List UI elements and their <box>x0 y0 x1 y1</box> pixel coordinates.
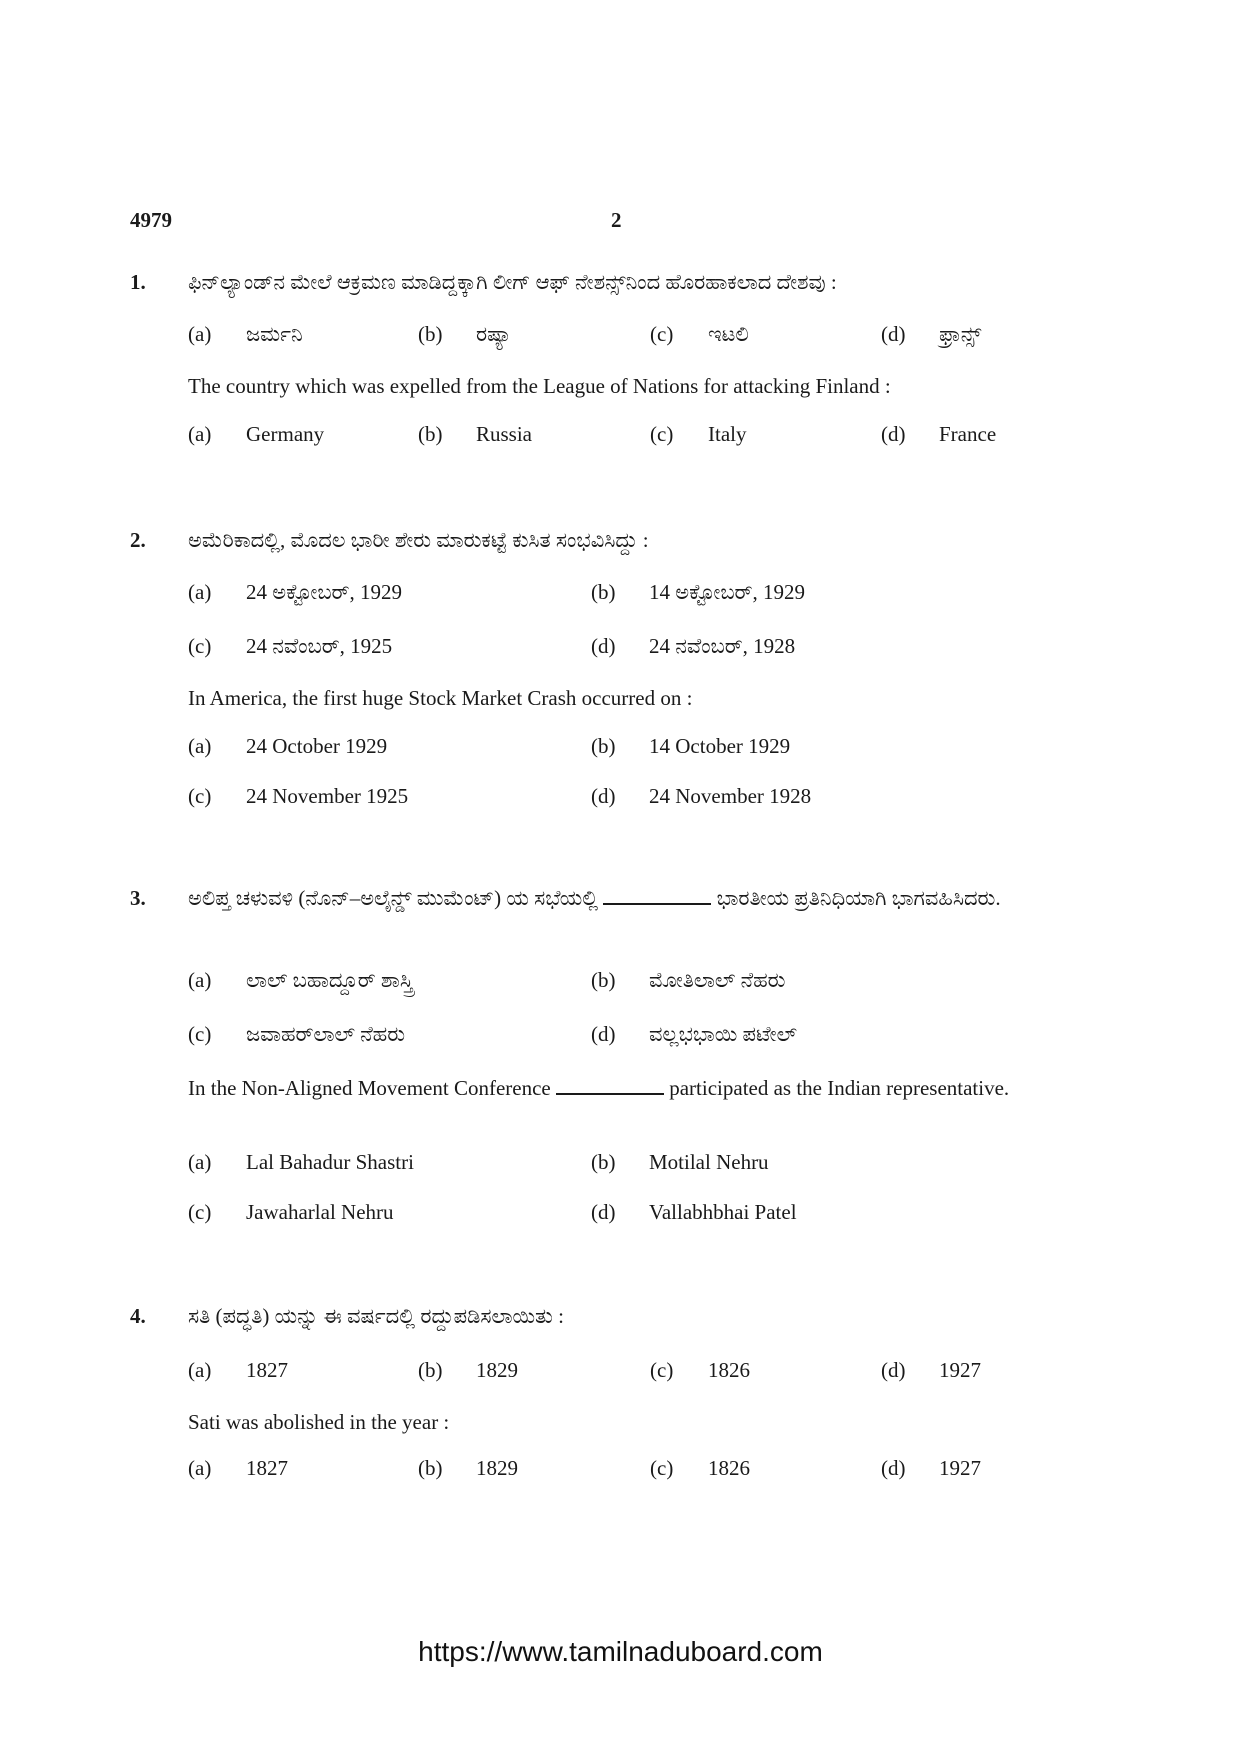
option <box>188 1358 288 1383</box>
option-label: (c) <box>650 422 674 446</box>
option <box>650 1358 750 1383</box>
option-label: (d) <box>591 1200 616 1224</box>
option-text: ವಲ್ಲಭಭಾಯಿ ಪಟೇಲ್ <box>649 1022 798 1046</box>
option <box>188 1150 414 1175</box>
option-text: ಲಾಲ್ ಬಹಾದ್ದೂರ್ ಶಾಸ್ತ್ರಿ <box>246 968 414 992</box>
option-label: (b) <box>591 734 616 758</box>
question-english: Sati was abolished in the year : <box>188 1410 450 1434</box>
page-number: 2 <box>611 208 622 232</box>
option <box>881 422 996 447</box>
option <box>188 1456 288 1481</box>
option-label: (b) <box>418 1358 443 1382</box>
option-text: 1829 <box>476 1456 518 1480</box>
option-label: (d) <box>591 634 616 658</box>
option-label: (a) <box>188 1456 212 1480</box>
option <box>188 634 392 659</box>
option-text: 1826 <box>708 1358 750 1382</box>
option <box>188 1200 394 1225</box>
option-text: Jawaharlal Nehru <box>246 1200 394 1224</box>
option-label: (c) <box>650 1456 674 1480</box>
question-kannada <box>188 884 1055 912</box>
option <box>591 784 811 809</box>
option-text: 1827 <box>246 1358 288 1382</box>
option-label: (d) <box>881 322 906 346</box>
option-text: 24 ನವೆಂಬರ್, 1925 <box>246 634 393 658</box>
option-label: (c) <box>188 784 212 808</box>
option <box>881 1456 981 1481</box>
question-text-before-blank: ಅಲಿಪ್ತ ಚಳುವಳಿ (ನೊನ್–ಅಲೈನ್ಡ್ ಮುಮೆಂಟ್) ಯ ಸಭೆಯಲ್ಲಿ <box>188 886 599 910</box>
option-label: (b) <box>591 580 616 604</box>
question-text-after-blank: ಭಾರತೀಯ ಪ್ರತಿನಿಧಿಯಾಗಿ ಭಾಗವಹಿಸಿದರು. <box>716 886 1001 910</box>
option-label: (d) <box>591 784 616 808</box>
option-text: 1829 <box>476 1358 518 1382</box>
option-text: 24 November 1928 <box>649 784 812 808</box>
paper-code: 4979 <box>130 208 172 232</box>
option-label: (b) <box>418 322 443 346</box>
option-text: ಜರ್ಮನಿ <box>246 322 303 346</box>
option <box>591 634 795 659</box>
option-text: 1927 <box>939 1358 981 1382</box>
option-label: (c) <box>650 322 674 346</box>
option-text: ಫ್ರಾನ್ಸ್ <box>939 322 982 346</box>
option <box>188 422 324 447</box>
footer-url: https://www.tamilnaduboard.com <box>418 1636 823 1667</box>
option <box>188 322 303 347</box>
option <box>591 1022 797 1047</box>
option <box>418 1358 518 1383</box>
option-text: Vallabhbhai Patel <box>649 1200 797 1224</box>
option-text: ಜವಾಹರ್‌ಲಾಲ್ ನೆಹರು <box>246 1022 406 1046</box>
option-text: ಇಟಲಿ <box>708 322 749 346</box>
option <box>418 422 532 447</box>
option-text: Russia <box>476 422 533 446</box>
option-label: (d) <box>881 422 906 446</box>
option-label: (a) <box>188 322 212 346</box>
option-text: Italy <box>708 422 747 446</box>
option <box>591 1150 769 1175</box>
option <box>188 734 387 759</box>
option-label: (a) <box>188 580 212 604</box>
option <box>650 422 746 447</box>
option-text: Motilal Nehru <box>649 1150 769 1174</box>
option-text: 1927 <box>939 1456 981 1480</box>
option-text: Germany <box>246 422 325 446</box>
option-label: (b) <box>418 422 443 446</box>
question-number: 3. <box>130 886 146 910</box>
option-text: 24 November 1925 <box>246 784 409 808</box>
question-number: 2. <box>130 528 146 552</box>
answer-blank <box>556 1075 664 1095</box>
option <box>650 1456 750 1481</box>
option-text: France <box>939 422 997 446</box>
option-label: (d) <box>591 1022 616 1046</box>
option-label: (b) <box>418 1456 443 1480</box>
option-text: ಮೋತಿಲಾಲ್ ನೆಹರು <box>649 968 786 992</box>
option-label: (c) <box>188 1200 212 1224</box>
option-label: (a) <box>188 734 212 758</box>
option <box>591 734 790 759</box>
option-label: (b) <box>591 1150 616 1174</box>
answer-blank <box>603 885 711 905</box>
option <box>188 580 402 605</box>
option-label: (c) <box>188 1022 212 1046</box>
question-number: 4. <box>130 1304 146 1328</box>
question-number: 1. <box>130 270 146 294</box>
option <box>881 1358 981 1383</box>
question-kannada: ಅಮೆರಿಕಾದಲ್ಲಿ, ಮೊದಲ ಭಾರೀ ಶೇರು ಮಾರುಕಟ್ಟೆ ಕುಸಿತ ಸಂಭವಿಸಿದ್ದು : <box>188 528 649 552</box>
option <box>188 968 413 993</box>
option <box>881 322 981 347</box>
option-text: 24 October 1929 <box>246 734 388 758</box>
option-text: 14 ಅಕ್ಟೋಬರ್, 1929 <box>649 580 805 604</box>
option <box>418 322 512 347</box>
option-label: (a) <box>188 968 212 992</box>
question-text-after-blank: participated as the Indian representative. <box>669 1076 1010 1100</box>
option-label: (d) <box>881 1456 906 1480</box>
option-label: (c) <box>188 634 212 658</box>
option-text: 1827 <box>246 1456 288 1480</box>
option <box>650 322 749 347</box>
option <box>188 784 408 809</box>
question-english: The country which was expelled from the League of Nations for attacking Finland : <box>188 374 891 398</box>
option-text: Lal Bahadur Shastri <box>246 1150 414 1174</box>
question-kannada: ಫಿನ್‌ಲ್ಯಾಂಡ್‌ನ ಮೇಲೆ ಆಕ್ರಮಣ ಮಾಡಿದ್ದಕ್ಕಾಗಿ ಲೀಗ್ ಆಫ್ ನೇಶನ್ಸ್‌ನಿಂದ ಹೊರಹಾಕಲಾದ ದೇಶವು : <box>188 270 837 294</box>
option-text: 24 ಅಕ್ಟೋಬರ್, 1929 <box>246 580 402 604</box>
option <box>591 968 785 993</box>
question-text-before-blank: In the Non-Aligned Movement Conference <box>188 1076 551 1100</box>
option-text: 24 ನವೆಂಬರ್, 1928 <box>649 634 796 658</box>
option-label: (b) <box>591 968 616 992</box>
option <box>591 1200 797 1225</box>
question-kannada: ಸತಿ (ಪದ್ಧತಿ) ಯನ್ನು ಈ ವರ್ಷದಲ್ಲಿ ರದ್ದುಪಡಿಸಲಾಯಿತು : <box>188 1304 564 1328</box>
question-english <box>188 1074 1055 1102</box>
option-label: (a) <box>188 1358 212 1382</box>
option <box>591 580 805 605</box>
option <box>418 1456 518 1481</box>
question-english: In America, the first huge Stock Market Crash occurred on : <box>188 686 693 710</box>
option-label: (a) <box>188 1150 212 1174</box>
option-text: 1826 <box>708 1456 750 1480</box>
option-label: (a) <box>188 422 212 446</box>
option-label: (d) <box>881 1358 906 1382</box>
option-text: 14 October 1929 <box>649 734 791 758</box>
option-text: ರಷ್ಯಾ <box>476 322 512 346</box>
option <box>188 1022 405 1047</box>
option-label: (c) <box>650 1358 674 1382</box>
